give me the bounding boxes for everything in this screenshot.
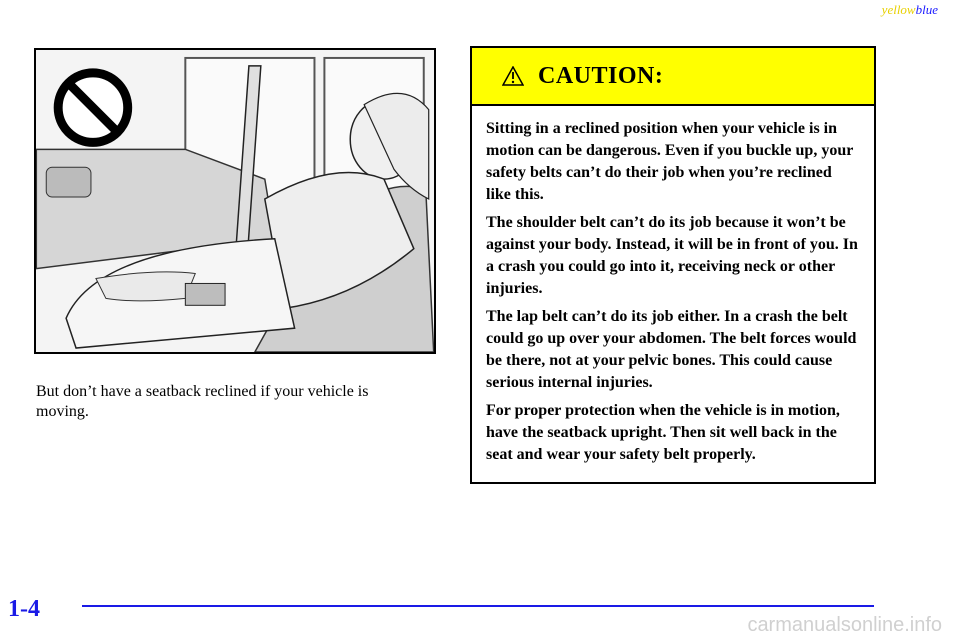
- caution-paragraph: Sitting in a reclined position when your vehicle is in motion can be dangerous. Even if you buckle up, your safety belts can’t do their job when you’re reclined like this.: [486, 120, 854, 203]
- reclined-seat-illustration: [34, 48, 436, 354]
- corner-tag-blue: blue: [915, 2, 938, 17]
- caution-body: [472, 106, 874, 466]
- illustration-drawing: [36, 50, 434, 352]
- caution-title: CAUTION:: [538, 62, 664, 89]
- caution-box: [470, 46, 876, 484]
- corner-tag-yellow: yellow: [881, 2, 916, 17]
- body-text: But don’t have a seatback reclined if your vehicle is moving.: [36, 383, 369, 420]
- caution-paragraph: The shoulder belt can’t do its job because it won’t be against your body. Instead, it will be in front of you. In a crash you could go into it, receiving neck or other injuries.: [486, 214, 858, 297]
- caution-header: [472, 48, 874, 106]
- page-number: 1-4: [8, 596, 40, 622]
- caution-paragraph: The lap belt can’t do its job either. In a crash the belt could go up over your abdomen. The belt forces would be there, not at your pelvic bones. This could cause serious internal injuries.: [486, 308, 857, 391]
- corner-tag: [882, 2, 938, 18]
- caution-paragraph: For proper protection when the vehicle is in motion, have the seatback upright. Then sit well back in the seat and wear your safety belt properly.: [486, 402, 840, 463]
- warning-triangle-icon: [502, 66, 524, 86]
- footer-rule: [82, 605, 874, 607]
- watermark: carmanualsonline.info: [747, 614, 942, 636]
